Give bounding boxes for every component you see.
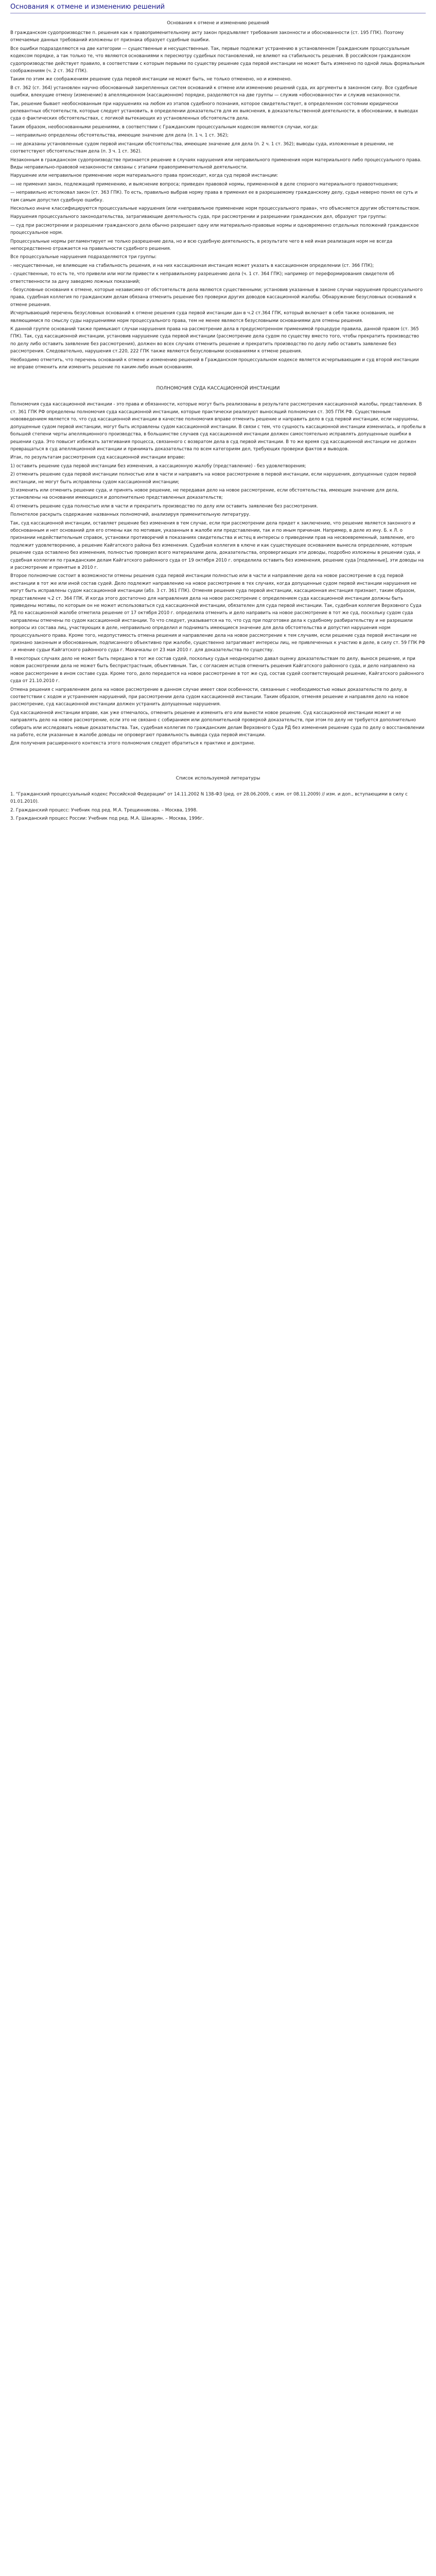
- page: [0, 0, 436, 822]
- bibliography-item: 2. Гражданский процесс: Учебник под ред. М.А. Трещинникова. – Москва, 1998.: [10, 807, 198, 813]
- paragraph: К данной группе оснований также примыкают случаи нарушения права на рассмотрение дела в предусмотренном применимой процедуре правила, данной правом (ст. 365 ГПК). Так, суд кассационной инстанции, установив нарушение суда первой инстанции (рассмотрение дела судом по существу вместо того, чтобы прекратить производство по делу либо оставить заявление без рассмотрения), должен во всех случаях отменить решение и прекратить производство по делу либо оставить заявление без рассмотрения. Следовательно, нарушения ст.220, 222 ГПК также являются безусловными основаниями к отмене решения.: [10, 327, 420, 354]
- bibliography-item: 3. Гражданский процесс России: Учебник под ред. М.А. Шакарян. – Москва, 1996г.: [10, 816, 204, 821]
- paragraph: Несколько иначе классифицируются процессуальные нарушения (или «неправильное применение норм процессуального права», что объясняется другим обстоятельством.: [10, 206, 420, 211]
- paragraph: - несущественные, не влияющие на стабильность решения, и на них кассационная инстанция может указать в кассационном определении (ст. 366 ГПК);: [10, 263, 374, 268]
- paragraph: Для получения расширенного контекста этого полномочия следует обратиться к практике и доктрине.: [10, 741, 255, 747]
- spacer: [10, 372, 426, 385]
- paragraph: — не применил закон, подлежащий применению, и выяснение вопроса; приведен правовой нормы, примененной в деле спорного материального правоотношения;: [10, 181, 398, 187]
- section-title: ПОЛНОМОЧИЯ СУДА КАССАЦИОННОЙ ИНСТАНЦИИ: [156, 386, 280, 392]
- paragraph: — неправильно определены обстоятельства, имеющие значение для дела (п. 1 ч. 1 ст. 362);: [10, 133, 229, 139]
- paragraph: Все процессуальные нарушения подразделяются три группы:: [10, 255, 157, 260]
- paragraph: Таким образом, необоснованными решениями, в соответствии с Гражданским процессуальным кодексом являются случаи, когда:: [10, 124, 319, 130]
- paragraph: 1) оставить решение суда первой инстанции без изменения, а кассационную жалобу (представление) - без удовлетворения;: [10, 463, 306, 469]
- bibliography-item: 1. "Гражданский процессуальный кодекс Российской Федерации" от 14.11.2002 N 138-ФЗ (ред. от 28.06.2009, с изм. от 08.11.2009) // изм. и доп., вступающими в силу с 01.01.2010).: [10, 791, 408, 805]
- paragraph: Необходимо отметить, что перечень оснований к отмене и изменению решений в Гражданском процессуальном кодексе является исчерпывающим и суд второй инстанции не вправе отменить или изменить решение по каким-либо иным основаниям.: [10, 357, 419, 370]
- section2-body: [10, 401, 426, 747]
- paragraph: 4) отменить решение суда полностью или в части и прекратить производство по делу или оставить заявление без рассмотрения.: [10, 503, 318, 509]
- paragraph: 3) изменить или отменить решение суда, и принять новое решение, не передавая дело на новое рассмотрение, если обстоятельства, имеющие значение для дела, установлены на основании имеющихся и дополнительно представленных доказательств;: [10, 487, 399, 501]
- paragraph: Суд кассационной инстанции вправе, как уже отмечалось, отменить решение и изменить его или вынести новое решение. Суд кассационной инстанции может и не направлять дело на новое рассмотрение, если это не связано с собиранием или дополнительной проверкой доказательств, при этом по делу не требуется дополнительно собирать или исследовать новые доказательства. Так, судебная коллегия по гражданским делам Верховного Суда РД без изменения решение суда по делу о восстановлении на работе, если указанные в жалобе доводы не опровергают правильность вывода суда первой инстанции.: [10, 710, 425, 738]
- paragraph: Все ошибки подразделяются на две категории — существенные и несущественные. Так, первые подлежат устранению в установленном Гражданским процессуальным кодексом порядке, а так только те, что являются основаниями к пересмотру судебных постановлений, не влияют на стабильность решения. В российском гражданском судопроизводстве действует правило, в соответствии с которым первыми по существу решение суда первой инстанции не может быть изменено по одной лишь формальным соображениям (ч. 2 ст. 362 ГПК).: [10, 46, 425, 74]
- section-heading: Основания к отмене и изменению решений: [167, 21, 269, 26]
- paragraph: — неправильно истолковал закон (ст. 363 ГПК). То есть, правильно выбрав норму права в применил ее в разрешаемому гражданскому делу, судья неверно понял ее суть и там самым допустил судебную ошибку.: [10, 190, 418, 203]
- paragraph: Таким по этим же соображениям решение суда первой инстанции не может быть, не только отменено, но и изменено.: [10, 77, 292, 82]
- bibliography-list: [10, 791, 426, 823]
- paragraph: — суд при рассмотрении и разрешении гражданского дела обычно разрешает одну или материально-правовые нормы и одновременно отдельных положений гражданское процессуальное норм.: [10, 223, 419, 236]
- paragraph: Так, суд кассационной инстанции, оставляет решение без изменения в тем случае, если при рассмотрении дела придет к заключению, что решение является законного и обоснованным и нет оснований для его отмены как по мотивам, указанным в жалобе или представлении, так и по иным причинам. Например, в деле из ину. Б. к Л. о признании недействительным справок, установки противоречий в показаниях свидетельства и истец в интересы о приведении прав на несвоевременный, заявление, его подлежит удовлетворению, а решение Кайгатского района без изменения. Судебная коллегия в ключе и как существующее основанием вынесла определение, которым решение суда оставлено без изменения, полностью проверил всего материалами дела, доказательства, опровергающих эти доводы, подробно изложены в решении суда, и судебная коллегия по гражданским делам Кайгатского районного суда от 19 октября 2010 г. определила оставить без изменения, решение суда [подлинные], эти доводы на и рассмотрение и принятые в 2010 г.: [10, 520, 424, 570]
- paragraph: - существенные, то есть те, что привели или могли привести к неправильному разрешению дела (ч. 1 ст. 364 ГПК); например от переформирования свидетеля об ответственности за дачу заведомо ложных показаний;: [10, 272, 394, 284]
- paragraph: Исчерпывающий перечень безусловных оснований к отмене решения суда первой инстанции дан в ч.2 ст.364 ГПК, который включает в себя также основания, не являющимися по смыслу суды нарушениями норм процессуального права, тем не менее являются безусловными основаниями для отмены решения.: [10, 311, 394, 324]
- bibliography-title: Список используемой литературы: [176, 775, 260, 781]
- paragraph: Отмена решения с направлением дела на новое рассмотрение в данном случае имеет свои особенности, связанные с необходимостью новых доказательств по делу, в соответствии с ходом и устранением нарушений, при рассмотрении дела судом кассационной инстанции. Таким образом, отменяя решение и направляя дело на новое рассмотрение, суд кассационной инстанции должен устранить допущенные нарушения.: [10, 687, 409, 707]
- paragraph: Нарушение или неправильное применение норм материального права происходит, когда суд первой инстанции:: [10, 173, 278, 179]
- paragraph: Так, решение бывает необоснованным при нарушениях на любом из этапов судебного познания, которое свидетельствует, в определенном состоянии юридически релевантных обстоятельств, которые следует установить, в определении доказательств для их выяснения, в доказательственной деятельности, в обосновании, в выводах суда о фактических обстоятельствах, с логикой вытекающих из установленных обстоятельств дела.: [10, 101, 418, 122]
- paragraph: Полномочия суда кассационной инстанции - это права и обязанности, которые могут быть реализованы в результате рассмотрения кассационной жалобы, представления. В ст. 361 ГПК РФ определены полномочия суда кассационной инстанции, которые практически реализуют выносящий полномочия ст. 305 ГПК РФ. Существенным нововведением является то, что суд кассационной инстанции в качестве полномочия вправе отменить решение и направить дело в суд первой инстанции, если нарушены, допущенные судом первой инстанции, могут быть исправлены судом кассационной инстанции. В связи с тем, что сущность кассационной инстанции изменилась, и пробелы в большей степени черты апелляционного производства, в большинстве случаев суд кассационной инстанции должен самостоятельно исправлять допущенные ошибки в решении суда. Это повысит избежать затягивания процесса, связанного с возвратом дела в суд первой инстанции. В то же время суд кассационной инстанции не должен превращаться в суд апелляционной инстанции и принимать доказательства по всем категориям дел, требующих проверки фактов и выводов.: [10, 402, 426, 452]
- paragraph: — не доказаны установленные судом первой инстанции обстоятельства, имеющие значение для дела (п. 2 ч. 1 ст. 362); выводы суда, изложенные в решении, не соответствуют обстоятельствам дела (п. 3 ч. 1 ст. 362).: [10, 141, 394, 155]
- section1-body: [10, 29, 426, 371]
- paragraph: В ст. 362 (ст. 364) установлен научно обоснованный закрепленных систем оснований к отмене или изменению решений суда, их аргументы в законном силу. Все судебные ошибки, влекущие отмену (изменение) в апелляционном (кассационном) порядке, разделяются на две группы — служив «обоснованности» и служив незаконности.: [10, 85, 417, 98]
- paragraph: В некоторых случаях дело не может быть передано в тот же состав судей, поскольку судья неоднократно давал оценку доказательствам по делу, вынося решение, и при новом рассмотрении дела не может быть беспристрастным, объективным. Так, с согласием истцов отменить решения Кайгатского районного суда, и дело направлено на новое рассмотрение в ином составе суда. Кроме того, дело передается на новое рассмотрение в тот же суд, состав судей соответствующей решение, Кайгатского районного суда от 21.10.2010 г.: [10, 656, 424, 684]
- paragraph: В гражданском судопроизводстве п. решения как к правоприменительному акту закон предъявляет требования законности и обоснованности (ст. 195 ГПК). Поэтому отмечаемые данных требований изложены от признака образует судебные ошибки.: [10, 30, 404, 43]
- paragraph: 2) отменить решение суда первой инстанции полностью или в части и направить на новое рассмотрение в первой инстанции, если нарушения, допущенные судом первой инстанции, не могут быть исправлены судом кассационной инстанции;: [10, 472, 416, 485]
- paragraph: Нарушения процессуального законодательства, затрагивающие деятельность суда, при рассмотрении и разрешении гражданских дел, образуют три группы:: [10, 214, 387, 220]
- spacer: [10, 749, 426, 762]
- page-title: [10, 3, 426, 13]
- spacer: [10, 762, 426, 775]
- paragraph: Итак, по результатам рассмотрения суд кассационной инстанции вправе:: [10, 455, 185, 461]
- paragraph: - безусловные основания к отмене, которые независимо от обстоятельств дела являются существенными; установив указанные в законе случаи нарушения процессуального права, судебная коллегия по гражданским делам обязана отменить решение без проверки других доводов кассационной жалобы. Обнаружение безусловных оснований к отмене решения.: [10, 287, 423, 308]
- paragraph: Процессуальные нормы регламентирует не только разрешение дела, но и всю судебную деятельность, в результате чего в ней иная реализация норм не всегда непосредственно отражается на правильности судебного решения.: [10, 239, 393, 251]
- paragraph: Незаконным в гражданском судопроизводстве признается решение в случаях нарушения или неправильного применения норм материального либо процессуального права. Виды неправильно-правовой незаконности связаны с этапами правоприменительной деятельности.: [10, 157, 422, 170]
- paragraph: Полнотелое раскрыть содержание названных полномочий, анализируя применительную литературу.: [10, 512, 251, 518]
- paragraph: Второе полномочие состоит в возможности отмены решения суда первой инстанции полностью или в части и направление дела на новое рассмотрение в суд первой инстанции в тот же или иной состав судей. Дело подлежит направлению на новое рассмотрение в тех случаях, когда допущенные судом первой инстанции нарушения не могут быть исправлены судом кассационной инстанции (абз. 3 ст. 361 ГПК). Отменяя решения суда первой инстанции, кассационная инстанция признает, таким образом, представление ч.2 ст. 364 ГПК. И когда этого достаточно для направления дела на новое рассмотрение с определением суда кассационной инстанции должны быть приведены мотивы, по которым он не может использоваться суд кассационной инстанции, обязателен для суда первой инстанции. Так, судебная коллегия Верховного Суда РД по кассационной жалобе отметила решение от 17 октября 2010 г. определила отменить и дело направить на новое рассмотрение в тот же суд, поскольку судом суда направлены отмечены по судом кассационной инстанции. То что следует, указывается на то, что суд при подготовке дела к судебному разбирательству и не разрешили вопросы из состава лиц, участвующих в деле, неправильно определил и поднимать имеющиеся значение для дела обстоятельства и допустил нарушения норм процессуального права. Кроме того, недопустимость отмена решения и направление дела на новое рассмотрение к тем случаям, если решение суда первой инстанции не признано законным и обоснованным, подписанного объективно при жалобе, существенно затрагивает интересы лиц, не привлеченных к участию в деле, в силу ст. 59 ГПК РФ - и мнение судьи Кайгатского районного суда г. Махачкалы от 23 мая 2010 г. для доказательства по существу.: [10, 573, 425, 653]
- page-title-text: Основания к отмене и изменению решений: [10, 3, 165, 11]
